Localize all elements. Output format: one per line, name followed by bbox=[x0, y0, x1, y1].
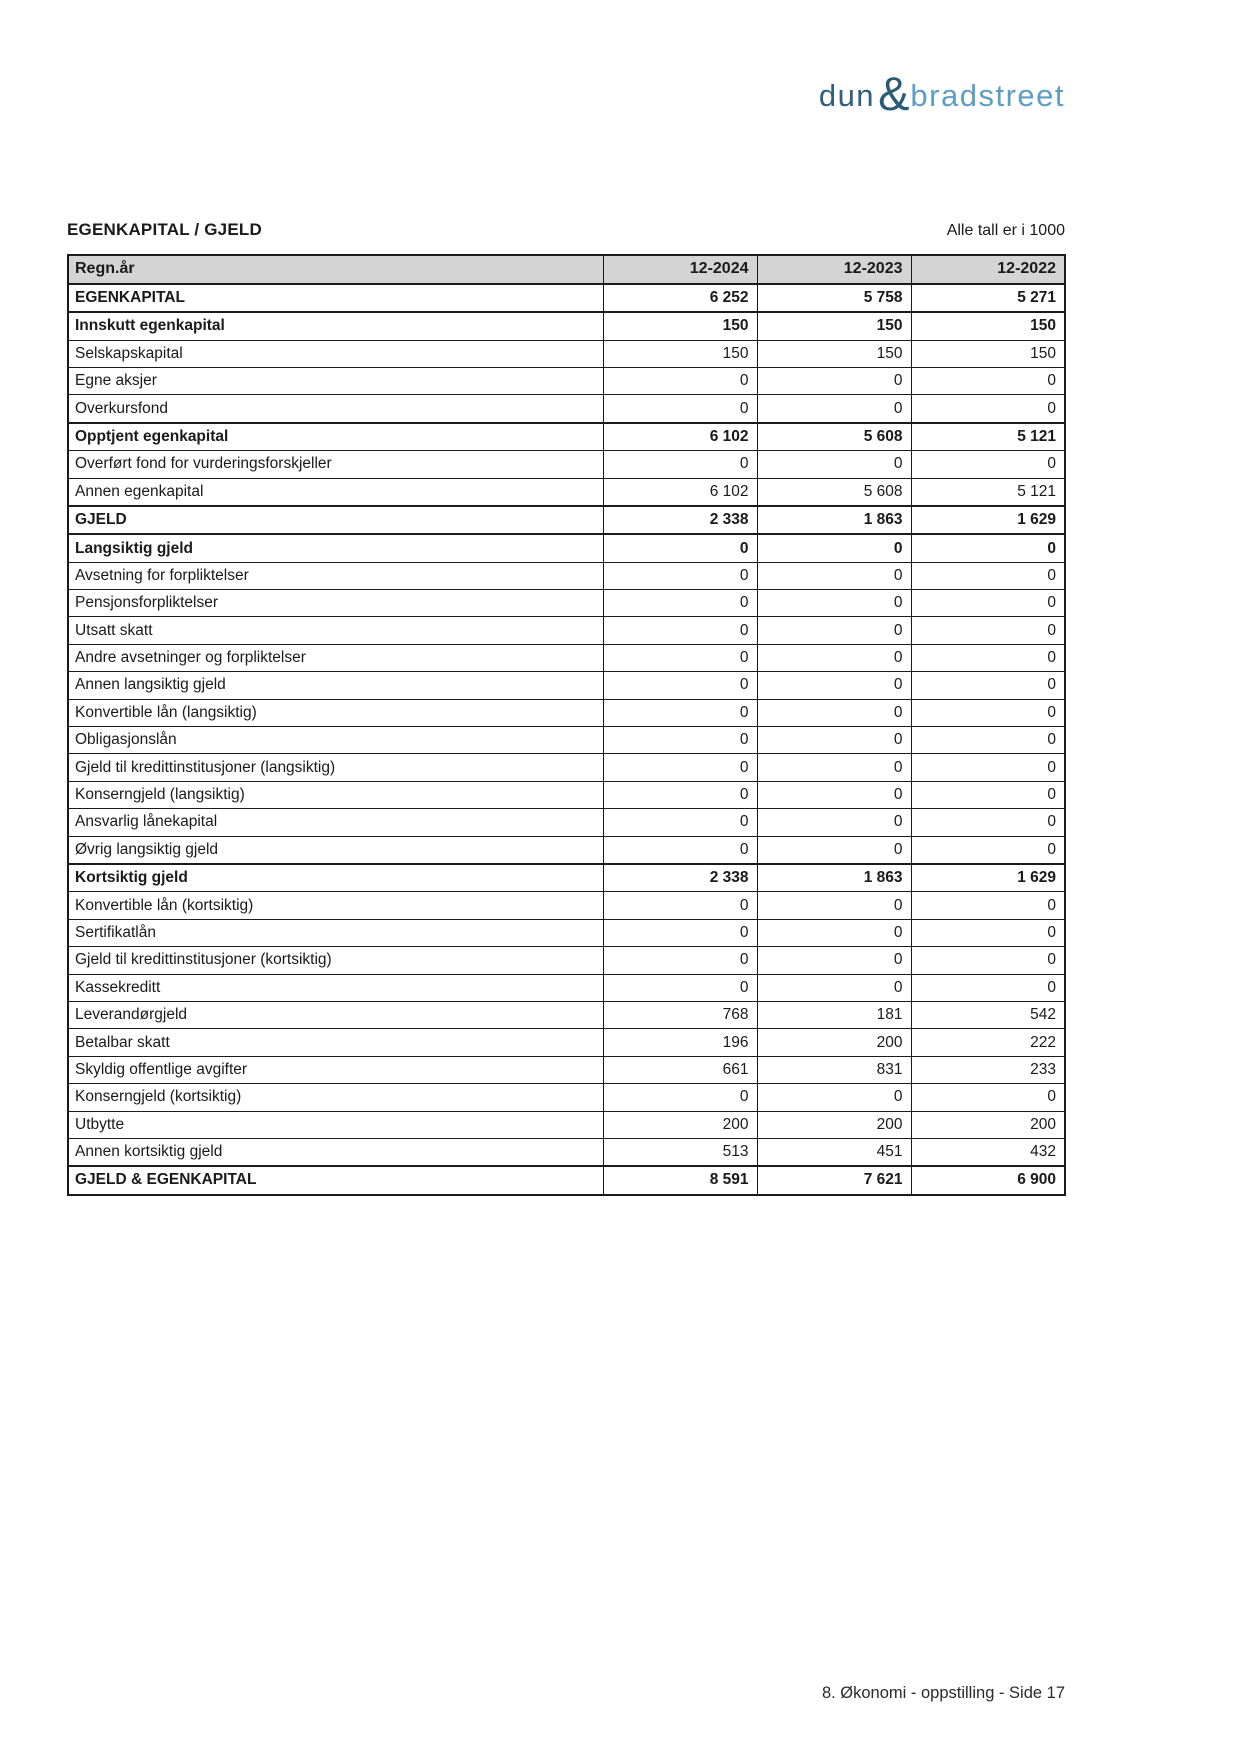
row-value: 0 bbox=[603, 974, 757, 1001]
row-label: Opptjent egenkapital bbox=[68, 423, 603, 451]
row-value: 0 bbox=[911, 699, 1065, 726]
table-row bbox=[68, 478, 1065, 506]
row-label: Langsiktig gjeld bbox=[68, 534, 603, 562]
row-value: 0 bbox=[603, 754, 757, 781]
row-value: 0 bbox=[911, 590, 1065, 617]
logo-ampersand-icon: & bbox=[878, 66, 910, 120]
row-value: 0 bbox=[603, 644, 757, 671]
row-value: 0 bbox=[603, 809, 757, 836]
table-row bbox=[68, 974, 1065, 1001]
row-value: 542 bbox=[911, 1001, 1065, 1028]
row-value: 0 bbox=[757, 644, 911, 671]
row-value: 200 bbox=[911, 1111, 1065, 1138]
row-value: 0 bbox=[757, 451, 911, 478]
row-value: 150 bbox=[757, 340, 911, 367]
balance-table-wrapper bbox=[67, 254, 1065, 1196]
row-value: 0 bbox=[757, 617, 911, 644]
row-value: 150 bbox=[757, 312, 911, 340]
row-label: Gjeld til kredittinstitusjoner (kortsiktig) bbox=[68, 947, 603, 974]
row-label: Betalbar skatt bbox=[68, 1029, 603, 1056]
row-value: 0 bbox=[757, 672, 911, 699]
row-value: 0 bbox=[911, 974, 1065, 1001]
row-value: 200 bbox=[757, 1111, 911, 1138]
row-label: GJELD bbox=[68, 506, 603, 534]
section-title: EGENKAPITAL / GJELD bbox=[67, 220, 262, 239]
row-value: 0 bbox=[911, 781, 1065, 808]
row-value: 6 900 bbox=[911, 1166, 1065, 1194]
row-value: 661 bbox=[603, 1056, 757, 1083]
row-value: 5 121 bbox=[911, 423, 1065, 451]
row-value: 0 bbox=[757, 892, 911, 919]
table-row bbox=[68, 423, 1065, 451]
table-row bbox=[68, 919, 1065, 946]
table-row bbox=[68, 1111, 1065, 1138]
title-row bbox=[67, 220, 1065, 240]
row-value: 0 bbox=[911, 562, 1065, 589]
row-value: 0 bbox=[603, 367, 757, 394]
row-value: 150 bbox=[603, 340, 757, 367]
row-value: 196 bbox=[603, 1029, 757, 1056]
row-value: 0 bbox=[911, 672, 1065, 699]
row-label: Annen langsiktig gjeld bbox=[68, 672, 603, 699]
row-value: 0 bbox=[757, 781, 911, 808]
row-value: 7 621 bbox=[757, 1166, 911, 1194]
table-row bbox=[68, 836, 1065, 864]
row-label: EGENKAPITAL bbox=[68, 284, 603, 312]
row-value: 5 758 bbox=[757, 284, 911, 312]
row-label: GJELD & EGENKAPITAL bbox=[68, 1166, 603, 1194]
row-value: 0 bbox=[603, 699, 757, 726]
header-cell-year-2022: 12-2022 bbox=[911, 255, 1065, 284]
row-value: 0 bbox=[603, 617, 757, 644]
row-label: Konvertible lån (kortsiktig) bbox=[68, 892, 603, 919]
row-label: Selskapskapital bbox=[68, 340, 603, 367]
row-value: 0 bbox=[757, 974, 911, 1001]
row-label: Annen egenkapital bbox=[68, 478, 603, 506]
row-value: 0 bbox=[911, 644, 1065, 671]
row-value: 0 bbox=[603, 919, 757, 946]
row-value: 0 bbox=[757, 395, 911, 423]
logo-text-dun: dun bbox=[818, 78, 876, 113]
row-label: Annen kortsiktig gjeld bbox=[68, 1138, 603, 1166]
row-label: Kortsiktig gjeld bbox=[68, 864, 603, 892]
row-value: 6 102 bbox=[603, 423, 757, 451]
table-row bbox=[68, 809, 1065, 836]
table-row bbox=[68, 312, 1065, 340]
row-value: 0 bbox=[911, 892, 1065, 919]
row-value: 0 bbox=[757, 1084, 911, 1111]
row-label: Obligasjonslån bbox=[68, 727, 603, 754]
table-row bbox=[68, 562, 1065, 589]
row-value: 0 bbox=[911, 754, 1065, 781]
row-value: 0 bbox=[603, 1084, 757, 1111]
row-label: Skyldig offentlige avgifter bbox=[68, 1056, 603, 1083]
row-value: 5 608 bbox=[757, 423, 911, 451]
table-row bbox=[68, 284, 1065, 312]
row-value: 0 bbox=[757, 727, 911, 754]
row-value: 8 591 bbox=[603, 1166, 757, 1194]
row-value: 0 bbox=[757, 754, 911, 781]
header-cell-year-2024: 12-2024 bbox=[603, 255, 757, 284]
row-value: 0 bbox=[603, 534, 757, 562]
row-value: 150 bbox=[603, 312, 757, 340]
row-label: Leverandørgjeld bbox=[68, 1001, 603, 1028]
row-value: 831 bbox=[757, 1056, 911, 1083]
row-value: 233 bbox=[911, 1056, 1065, 1083]
table-row bbox=[68, 644, 1065, 671]
table-row bbox=[68, 672, 1065, 699]
row-value: 0 bbox=[911, 809, 1065, 836]
balance-table bbox=[67, 254, 1066, 1196]
row-value: 0 bbox=[911, 395, 1065, 423]
table-row bbox=[68, 727, 1065, 754]
row-value: 150 bbox=[911, 340, 1065, 367]
row-label: Egne aksjer bbox=[68, 367, 603, 394]
row-value: 0 bbox=[757, 919, 911, 946]
logo-text-bradstreet: bradstreet bbox=[910, 78, 1065, 113]
table-row bbox=[68, 506, 1065, 534]
row-value: 0 bbox=[757, 809, 911, 836]
row-value: 181 bbox=[757, 1001, 911, 1028]
row-label: Utsatt skatt bbox=[68, 617, 603, 644]
row-label: Utbytte bbox=[68, 1111, 603, 1138]
row-value: 5 121 bbox=[911, 478, 1065, 506]
row-label: Kassekreditt bbox=[68, 974, 603, 1001]
row-label: Øvrig langsiktig gjeld bbox=[68, 836, 603, 864]
row-label: Gjeld til kredittinstitusjoner (langsiktig) bbox=[68, 754, 603, 781]
row-label: Overført fond for vurderingsforskjeller bbox=[68, 451, 603, 478]
row-value: 0 bbox=[603, 727, 757, 754]
row-value: 200 bbox=[757, 1029, 911, 1056]
table-row bbox=[68, 534, 1065, 562]
row-value: 0 bbox=[757, 836, 911, 864]
row-value: 0 bbox=[757, 699, 911, 726]
row-value: 5 271 bbox=[911, 284, 1065, 312]
table-row bbox=[68, 395, 1065, 423]
row-value: 1 863 bbox=[757, 506, 911, 534]
row-value: 0 bbox=[603, 781, 757, 808]
page-footer: 8. Økonomi - oppstilling - Side 17 bbox=[821, 1684, 1065, 1702]
table-row bbox=[68, 451, 1065, 478]
table-row bbox=[68, 1084, 1065, 1111]
row-value: 6 102 bbox=[603, 478, 757, 506]
row-value: 0 bbox=[603, 562, 757, 589]
row-label: Overkursfond bbox=[68, 395, 603, 423]
row-value: 0 bbox=[911, 534, 1065, 562]
row-label: Sertifikatlån bbox=[68, 919, 603, 946]
row-value: 768 bbox=[603, 1001, 757, 1028]
row-value: 0 bbox=[603, 947, 757, 974]
table-row bbox=[68, 590, 1065, 617]
row-value: 200 bbox=[603, 1111, 757, 1138]
row-value: 0 bbox=[757, 590, 911, 617]
row-label: Konvertible lån (langsiktig) bbox=[68, 699, 603, 726]
row-value: 0 bbox=[911, 367, 1065, 394]
row-value: 0 bbox=[911, 919, 1065, 946]
row-value: 513 bbox=[603, 1138, 757, 1166]
row-value: 0 bbox=[911, 836, 1065, 864]
row-label: Konserngjeld (langsiktig) bbox=[68, 781, 603, 808]
row-value: 1 863 bbox=[757, 864, 911, 892]
row-value: 451 bbox=[757, 1138, 911, 1166]
row-value: 0 bbox=[911, 947, 1065, 974]
row-value: 150 bbox=[911, 312, 1065, 340]
header-cell-regnar: Regn.år bbox=[68, 255, 603, 284]
row-label: Pensjonsforpliktelser bbox=[68, 590, 603, 617]
row-value: 222 bbox=[911, 1029, 1065, 1056]
row-label: Andre avsetninger og forpliktelser bbox=[68, 644, 603, 671]
table-row bbox=[68, 1029, 1065, 1056]
row-value: 0 bbox=[603, 395, 757, 423]
row-value: 6 252 bbox=[603, 284, 757, 312]
table-row bbox=[68, 892, 1065, 919]
row-value: 0 bbox=[603, 836, 757, 864]
row-value: 0 bbox=[911, 727, 1065, 754]
table-row bbox=[68, 340, 1065, 367]
table-row bbox=[68, 699, 1065, 726]
row-value: 432 bbox=[911, 1138, 1065, 1166]
balance-table-body bbox=[68, 284, 1065, 1195]
row-value: 0 bbox=[911, 451, 1065, 478]
dun-bradstreet-logo bbox=[818, 66, 1065, 122]
table-row bbox=[68, 1056, 1065, 1083]
table-row bbox=[68, 1001, 1065, 1028]
header-row bbox=[68, 255, 1065, 284]
header-cell-year-2023: 12-2023 bbox=[757, 255, 911, 284]
table-row bbox=[68, 947, 1065, 974]
units-note: Alle tall er i 1000 bbox=[946, 222, 1065, 239]
row-value: 2 338 bbox=[603, 506, 757, 534]
row-value: 0 bbox=[603, 672, 757, 699]
row-value: 0 bbox=[603, 451, 757, 478]
row-value: 0 bbox=[911, 1084, 1065, 1111]
row-label: Avsetning for forpliktelser bbox=[68, 562, 603, 589]
row-label: Innskutt egenkapital bbox=[68, 312, 603, 340]
table-row bbox=[68, 1166, 1065, 1194]
row-value: 2 338 bbox=[603, 864, 757, 892]
row-value: 0 bbox=[757, 947, 911, 974]
row-label: Ansvarlig lånekapital bbox=[68, 809, 603, 836]
table-row bbox=[68, 617, 1065, 644]
row-value: 0 bbox=[911, 617, 1065, 644]
row-value: 0 bbox=[757, 562, 911, 589]
row-label: Konserngjeld (kortsiktig) bbox=[68, 1084, 603, 1111]
table-row bbox=[68, 1138, 1065, 1166]
row-value: 0 bbox=[757, 367, 911, 394]
table-row bbox=[68, 864, 1065, 892]
row-value: 5 608 bbox=[757, 478, 911, 506]
row-value: 1 629 bbox=[911, 864, 1065, 892]
row-value: 1 629 bbox=[911, 506, 1065, 534]
balance-table-header bbox=[68, 255, 1065, 284]
row-value: 0 bbox=[603, 590, 757, 617]
row-value: 0 bbox=[603, 892, 757, 919]
table-row bbox=[68, 754, 1065, 781]
table-row bbox=[68, 781, 1065, 808]
table-row bbox=[68, 367, 1065, 394]
row-value: 0 bbox=[757, 534, 911, 562]
